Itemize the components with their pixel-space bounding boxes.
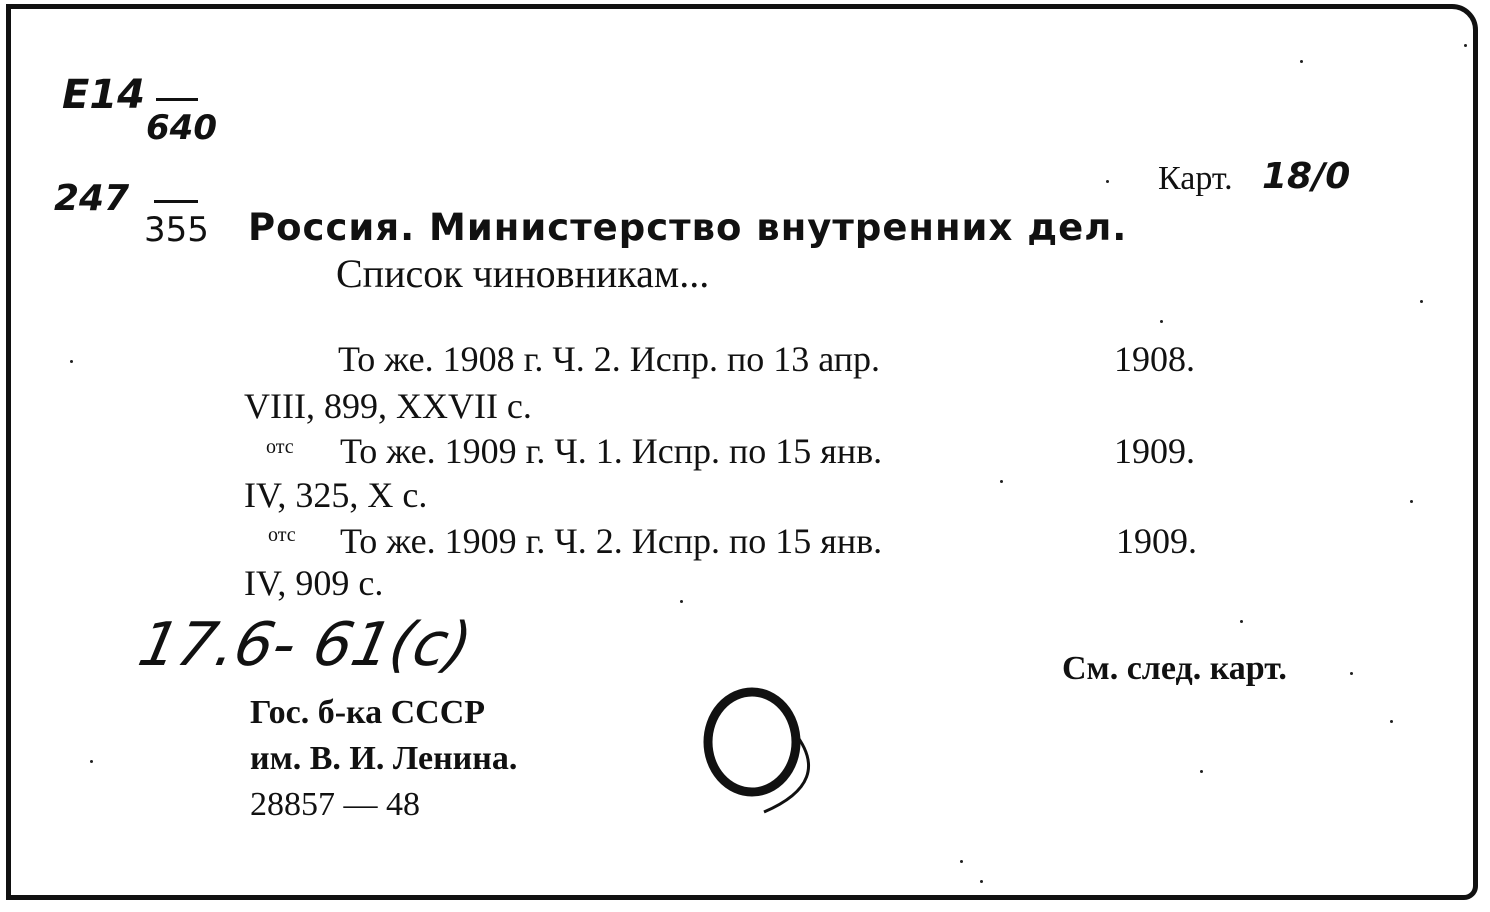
library-line-3: 28857 — 48: [250, 786, 420, 823]
call-number-first-bottom: 640: [146, 108, 217, 148]
call-number-first-top: E14: [62, 72, 145, 118]
call-number-second-bottom: 355: [144, 210, 209, 250]
entry-3-marker: отс: [268, 524, 296, 546]
heading-title: Список чиновникам...: [336, 251, 710, 296]
entry-3-year: 1909.: [1116, 521, 1197, 561]
entry-3-extent: IV, 909 с.: [244, 563, 384, 603]
see-next-card: См. след. карт.: [1062, 650, 1287, 687]
fraction-line-1: [156, 98, 198, 101]
call-number-second-top: 247: [54, 178, 130, 219]
fraction-line-2: [154, 200, 198, 203]
heading-author: Россия. Министерство внутренних дел.: [248, 206, 1128, 249]
entry-2-marker: отс: [266, 436, 294, 458]
handwritten-shelf-mark: 17.6- 61(с): [132, 610, 478, 680]
card-number-label: Карт.: [1158, 160, 1233, 197]
entry-1-text: То же. 1908 г. Ч. 2. Испр. по 13 апр.: [338, 339, 881, 379]
card-number-value: 18/0: [1262, 156, 1351, 197]
library-line-2: им. В. И. Ленина.: [250, 740, 518, 777]
entry-2-year: 1909.: [1114, 431, 1195, 471]
entry-1-year: 1908.: [1114, 339, 1195, 379]
entry-3-text: То же. 1909 г. Ч. 2. Испр. по 15 янв.: [340, 521, 883, 561]
punch-hole-icon: [694, 682, 834, 822]
library-line-1: Гос. б-ка СССР: [250, 694, 486, 731]
entry-2-extent: IV, 325, X с.: [244, 475, 428, 515]
entry-1-extent: VIII, 899, XXVII с.: [244, 386, 532, 426]
entry-2-text: То же. 1909 г. Ч. 1. Испр. по 15 янв.: [340, 431, 883, 471]
